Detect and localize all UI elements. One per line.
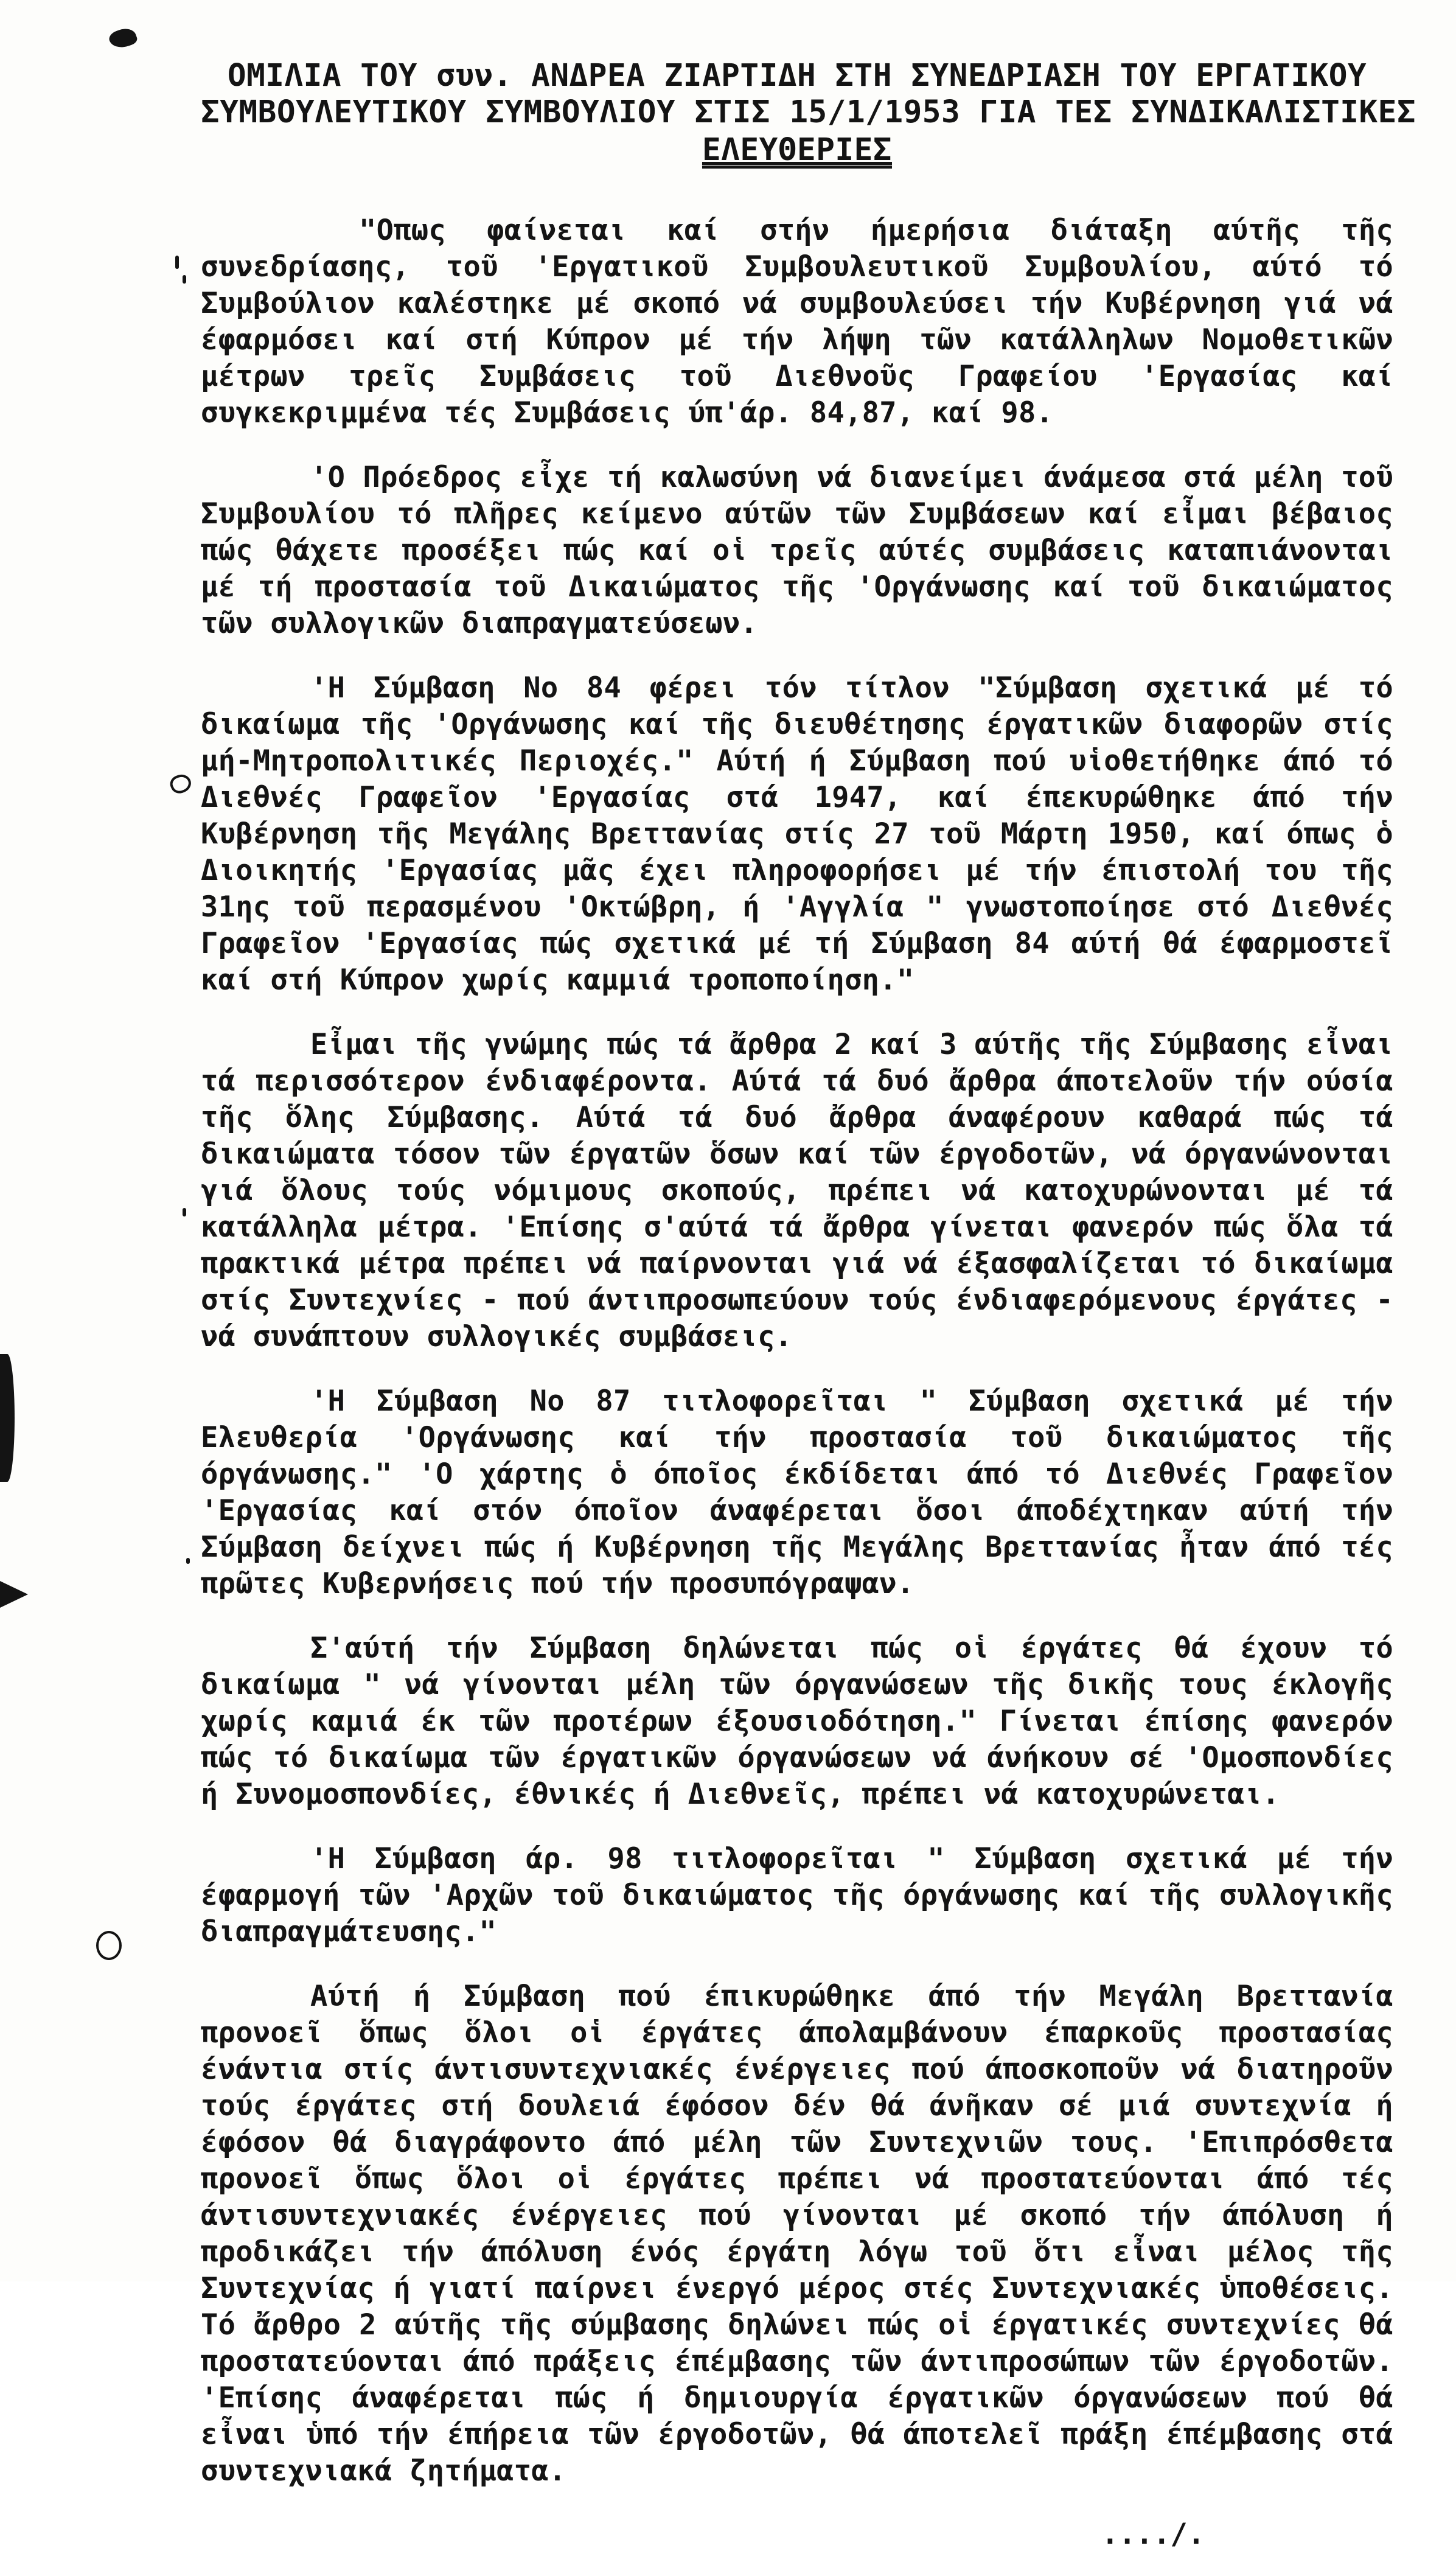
document-body (201, 212, 1393, 2551)
margin-arrow-mark (0, 1581, 28, 1608)
margin-tick-mark (183, 1208, 186, 1216)
margin-tick-mark (186, 1558, 190, 1564)
document-title (201, 58, 1416, 169)
margin-loop-mark (167, 771, 193, 797)
punch-hole-ring (96, 1931, 122, 1960)
paragraph-8: Αύτή ή Σύμβαση πού έπικυρώθηκε άπό τήν Μεγάλη Βρεττανία προνοεῖ ὅπως ὅλοι οἱ έργάτες άπολαμβάνουν έπαρκοῦς προστασίας ένάντια στίς άντισυντεχνιακές ένέργειες πού άποσκοποῦν νά διατηροῦν τούς έργάτες στή δουλειά έφόσον δέν θά άνῆκαν σέ μιά συντεχνία ή έφόσον θά διαγράφοντο άπό μέλη τῶν Συντεχνιῶν τους. 'Επιπρόσθετα προνοεῖ ὅπως ὅλοι οἱ έργάτες πρέπει νά προστατεύονται άπό τές άντισυντεχνιακές ένέργειες πού γίνονται μέ σκοπό τήν άπόλυση ή προδικάζει τήν άπόλυση ένός έργάτη λόγω τοῦ ὅτι εἶναι μέλος τῆς Συντεχνίας ή γιατί παίρνει ένεργό μέρος στές Συντεχνιακές ὑποθέσεις. Τό ἄρθρο 2 αύτῆς τῆς σύμβασης δηλώνει πώς οἱ έργατικές συντεχνίες θά προστατεύονται άπό πράξεις έπέμβασης τῶν άντιπροσώπων τῶν έργοδοτῶν. 'Επίσης άναφέρεται πώς ή δημιουργία έργατικῶν όργανώσεων πού θά εἶναι ὑπό τήν έπήρεια τῶν έργοδοτῶν, θά άποτελεῖ πράξη έπέμβασης στά συντεχνιακά ζητήματα. (201, 1980, 1393, 2488)
margin-tick-mark (183, 275, 186, 284)
paragraph-6: Σ'αύτή τήν Σύμβαση δηλώνεται πώς οἱ έργάτες θά έχουν τό δικαίωμα " νά γίνονται μέλη τῶν όργανώσεων τῆς δικῆς τους έκλογῆς χωρίς καμιά έκ τῶν προτέρων έξουσιοδότηση." Γίνεται έπίσης φανερόν πώς τό δικαίωμα τῶν έργατικῶν όργανώσεων νά άνήκουν σέ 'Ομοσπονδίες ή Συνομοσπονδίες, έθνικές ή Διεθνεῖς, πρέπει νά κατοχυρώνεται. (201, 1631, 1393, 1811)
paragraph-1: "Οπως φαίνεται καί στήν ήμερήσια διάταξη αύτῆς τῆς συνεδρίασης, τοῦ 'Εργατικοῦ Συμβουλευτικοῦ Συμβουλίου, αύτό τό Συμβούλιον καλέστηκε μέ σκοπό νά συμβουλεύσει τήν Κυβέρνηση γιά νά έφαρμόσει καί στή Κύπρον μέ τήν λήψη τῶν κατάλληλων Νομοθετικῶν μέτρων τρεῖς Συμβάσεις τοῦ Διεθνοῦς Γραφείου 'Εργασίας καί συγκεκριμμένα τές Συμβάσεις ύπ'άρ. 84,87, καί 98. (201, 214, 1393, 430)
title-line-3: ΕΛΕΥΘΕΡΙΕΣ (702, 132, 893, 168)
paragraph-5: 'Η Σύμβαση Νο 87 τιτλοφορεῖται " Σύμβαση σχετικά μέ τήν Ελευθερία 'Οργάνωσης καί τήν προστασία τοῦ δικαιώματος τῆς όργάνωσης." 'Ο χάρτης ὁ όποῖος έκδίδεται άπό τό Διεθνές Γραφεῖον 'Εργασίας καί στόν όποῖον άναφέρεται ὅσοι άποδέχτηκαν αύτή τήν Σύμβαση δείχνει πώς ή Κυβέρνηση τῆς Μεγάλης Βρεττανίας ἦταν άπό τές πρῶτες Κυβερνήσεις πού τήν προσυπόγραψαν. (201, 1384, 1393, 1600)
title-line-1: ΟΜΙΛΙΑ ΤΟΥ συν. ΑΝΔΡΕΑ ΖΙΑΡΤΙΔΗ ΣΤΗ ΣΥΝΕΔΡΙΑΣΗ ΤΟΥ ΕΡΓΑΤΙΚΟΥ (227, 58, 1367, 94)
punch-hole-shadow (0, 1354, 15, 1482)
paragraph-7: 'Η Σύμβαση άρ. 98 τιτλοφορεῖται " Σύμβαση σχετικά μέ τήν έφαρμογή τῶν 'Αρχῶν τοῦ δικαιώματος τῆς όργάνωσης καί τῆς συλλογικῆς διαπραγμάτευσης." (201, 1842, 1393, 1949)
continuation-mark: ..../. (1101, 2518, 1205, 2551)
ink-blot-mark (107, 25, 139, 51)
margin-tick-mark (175, 256, 179, 269)
title-line-2: ΣΥΜΒΟΥΛΕΥΤΙΚΟΥ ΣΥΜΒΟΥΛΙΟΥ ΣΤΙΣ 15/1/1953 ΓΙΑ ΤΕΣ ΣΥΝΔΙΚΑΛΙΣΤΙΚΕΣ (201, 94, 1416, 130)
paragraph-3: 'Η Σύμβαση Νο 84 φέρει τόν τίτλον "Σύμβαση σχετικά μέ τό δικαίωμα τῆς 'Οργάνωσης καί τῆς διευθέτησης έργατικῶν διαφορῶν στίς μή-Μητροπολιτικές Περιοχές." Αύτή ή Σύμβαση πού υἱοθετήθηκε άπό τό Διεθνές Γραφεῖον 'Εργασίας στά 1947, καί έπεκυρώθηκε άπό τήν Κυβέρνηση τῆς Μεγάλης Βρεττανίας στίς 27 τοῦ Μάρτη 1950, καί όπως ὁ Διοικητής 'Εργασίας μᾶς έχει πληροφορήσει μέ τήν έπιστολή του τῆς 31ης τοῦ περασμένου 'Οκτώβρη, ή 'Αγγλία " γνωστοποίησε στό Διεθνές Γραφεῖον 'Εργασίας πώς σχετικά μέ τή Σύμβαση 84 αύτή θά έφαρμοστεῖ καί στή Κύπρον χωρίς καμμιά τροποποίηση." (201, 671, 1393, 997)
paragraph-4: Εἶμαι τῆς γνώμης πώς τά ἄρθρα 2 καί 3 αύτῆς τῆς Σύμβασης εἶναι τά περισσότερον ένδιαφέροντα. Αύτά τά δυό ἄρθρα άποτελοῦν τήν ούσία τῆς ὅλης Σύμβασης. Αύτά τά δυό ἄρθρα άναφέρουν καθαρά πώς τά δικαιώματα τόσον τῶν έργατῶν ὅσων καί τῶν έργοδοτῶν, νά όργανώνονται γιά ὅλους τούς νόμιμους σκοπούς, πρέπει νά κατοχυρώνονται μέ τά κατάλληλα μέτρα. 'Επίσης σ'αύτά τά ἄρθρα γίνεται φανερόν πώς ὅλα τά πρακτικά μέτρα πρέπει νά παίρνονται γιά νά έξασφαλίζεται τό δικαίωμα στίς Συντεχνίες - πού άντιπροσωπεύουν τούς ένδιαφερόμενους έργάτες - νά συνάπτουν συλλογικές συμβάσεις. (201, 1028, 1393, 1353)
typed-sheet (201, 58, 1416, 2551)
paragraph-2: 'Ο Πρόεδρος εἶχε τή καλωσύνη νά διανείμει άνάμεσα στά μέλη τοῦ Συμβουλίου τό πλῆρες κείμενο αύτῶν τῶν Συμβάσεων καί εἶμαι βέβαιος πώς θάχετε προσέξει πώς καί οἱ τρεῖς αύτές συμβάσεις καταπιάνονται μέ τή προστασία τοῦ Δικαιώματος τῆς 'Οργάνωσης καί τοῦ δικαιώματος τῶν συλλογικῶν διαπραγματεύσεων. (201, 461, 1393, 640)
